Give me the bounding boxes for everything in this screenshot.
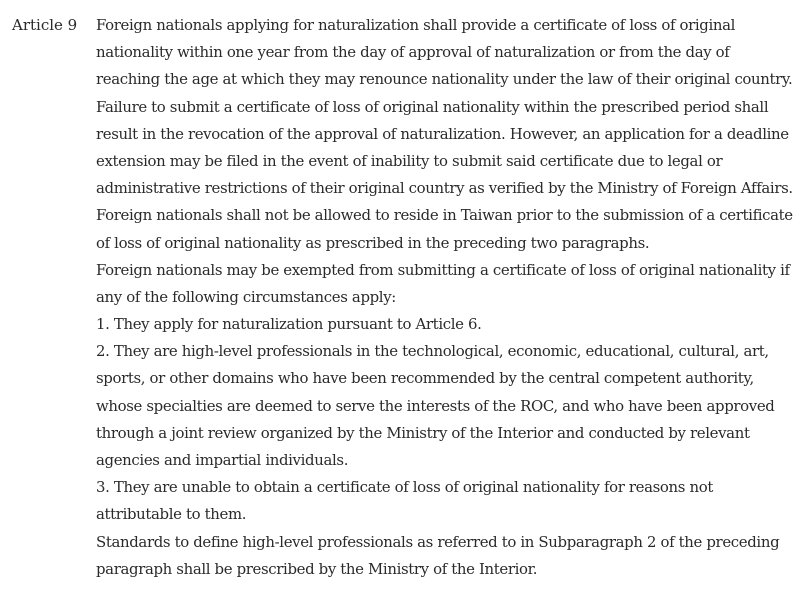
article-text-line: attributable to them.	[96, 505, 247, 524]
article-text-line: reaching the age at which they may renounce nationality under the law of their original country.	[96, 70, 793, 89]
article-text-line: Failure to submit a certificate of loss of original nationality within the prescribed period shall	[96, 97, 769, 116]
article-text-line: whose specialties are deemed to serve the interests of the ROC, and who have been approved	[96, 396, 775, 415]
article-text-line: extension may be filed in the event of inability to submit said certificate due to legal or	[96, 151, 723, 170]
article-text-line: any of the following circumstances apply:	[96, 287, 396, 306]
article-text-line: paragraph shall be prescribed by the Ministry of the Interior.	[96, 559, 538, 578]
article-label: Article 9	[12, 16, 78, 34]
article-text-line: 2. They are high-level professionals in the technological, economic, educational, cultural, art,	[96, 342, 769, 361]
article-text-line: Foreign nationals may be exempted from submitting a certificate of loss of original nationality if	[96, 260, 790, 279]
article-text-line: Foreign nationals shall not be allowed to reside in Taiwan prior to the submission of a certificate	[96, 206, 793, 225]
article-text-line: agencies and impartial individuals.	[96, 451, 349, 469]
article-text-line: through a joint review organized by the Ministry of the Interior and conducted by relevant	[96, 423, 750, 442]
article-text-line: Foreign nationals applying for naturalization shall provide a certificate of loss of original	[96, 16, 736, 34]
article-text-line: Standards to define high-level professionals as referred to in Subparagraph 2 of the preceding	[96, 532, 780, 551]
article-text-line: 1. They apply for naturalization pursuant to Article 6.	[96, 315, 482, 334]
article-body	[96, 12, 792, 583]
article-text-line: 3. They are unable to obtain a certificate of loss of original nationality for reasons not	[96, 478, 713, 497]
article-text-line: nationality within one year from the day of approval of naturalization or from the day of	[96, 43, 730, 62]
article-text-line: of loss of original nationality as prescribed in the preceding two paragraphs.	[96, 233, 650, 252]
article-text-line: administrative restrictions of their original country as verified by the Ministry of Foreign Affairs.	[96, 179, 793, 198]
article-text-line: result in the revocation of the approval of naturalization. However, an application for a deadline	[96, 124, 789, 143]
article-text-line: sports, or other domains who have been recommended by the central competent authority,	[96, 369, 754, 388]
